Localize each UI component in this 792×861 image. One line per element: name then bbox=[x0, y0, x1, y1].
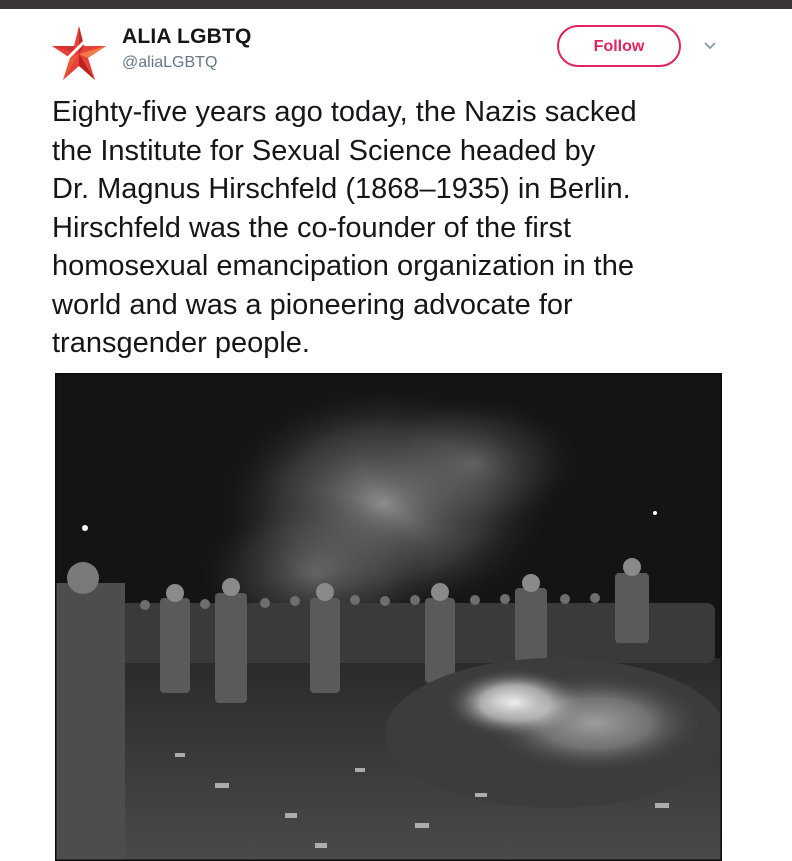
account-display-name[interactable]: ALIA LGBTQ bbox=[122, 25, 252, 48]
tweet-text-line: homosexual emancipation organization in the bbox=[52, 250, 634, 282]
tweet-text-line: world and was a pioneering advocate for bbox=[52, 288, 573, 321]
tweet-text bbox=[52, 93, 742, 363]
avatar[interactable] bbox=[50, 24, 108, 82]
tweet-text-line: Eighty-five years ago today, the Nazis sacked bbox=[52, 96, 637, 128]
chevron-down-icon[interactable] bbox=[702, 39, 718, 51]
tweet-text-line: transgender people. bbox=[52, 327, 310, 359]
account-handle[interactable]: @aliaLGBTQ bbox=[122, 54, 218, 71]
tweet-text-line: the Institute for Sexual Science headed by bbox=[52, 134, 596, 167]
tweet-card bbox=[0, 9, 792, 858]
tweet-text-line: Dr. Magnus Hirschfeld (1868–1935) in Berlin. bbox=[52, 173, 631, 205]
red-star-logo-icon bbox=[50, 24, 108, 82]
follow-button[interactable]: Follow bbox=[557, 25, 681, 67]
window-top-bar bbox=[0, 0, 792, 9]
book-burning-photo bbox=[55, 373, 722, 861]
tweet-photo[interactable] bbox=[55, 373, 722, 861]
tweet-text-line: Hirschfeld was the co-founder of the first bbox=[52, 211, 572, 244]
